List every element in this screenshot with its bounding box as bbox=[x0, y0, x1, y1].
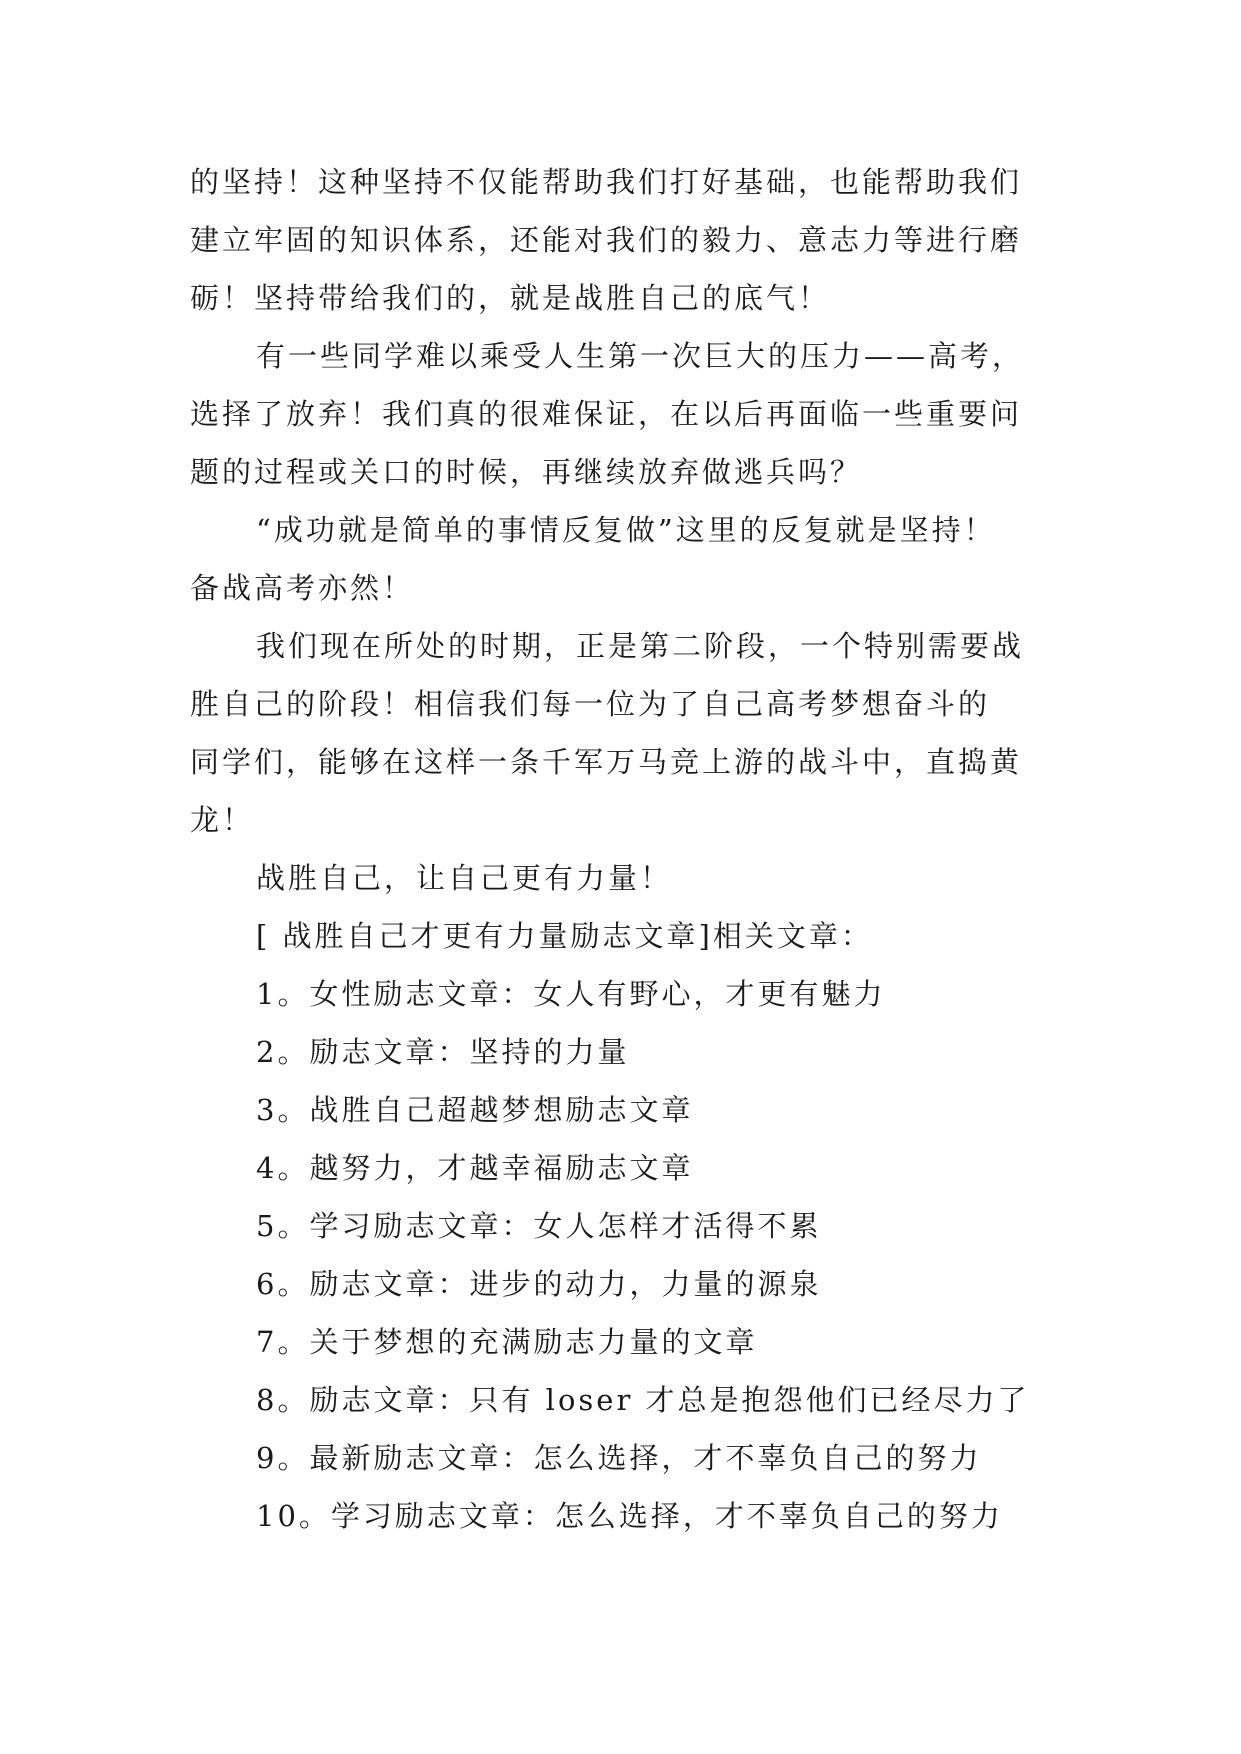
document-body bbox=[190, 153, 1070, 1545]
paragraph-line: 选择了放弃！我们真的很难保证，在以后再面临一些重要问 bbox=[190, 397, 1023, 431]
paragraph-line: 胜自己的阶段！相信我们每一位为了自己高考梦想奋斗的 bbox=[190, 687, 991, 721]
paragraph-2 bbox=[190, 327, 1070, 501]
related-link[interactable]: 10。学习励志文章：怎么选择，才不辜负自己的努力 bbox=[256, 1499, 1003, 1533]
related-heading: [ 战胜自己才更有力量励志文章]相关文章： bbox=[256, 919, 873, 953]
related-link[interactable]: 6。励志文章：进步的动力，力量的源泉 bbox=[256, 1267, 822, 1301]
related-link[interactable]: 8。励志文章：只有 loser 才总是抱怨他们已经尽力了 bbox=[256, 1383, 1030, 1417]
paragraph-line: 龙！ bbox=[190, 803, 255, 837]
related-link[interactable]: 2。励志文章：坚持的力量 bbox=[256, 1035, 630, 1069]
related-link[interactable]: 1。女性励志文章：女人有野心，才更有魅力 bbox=[256, 977, 886, 1011]
paragraph-line: 建立牢固的知识体系，还能对我们的毅力、意志力等进行磨 bbox=[190, 223, 1023, 257]
paragraph-line: 我们现在所处的时期，正是第二阶段，一个特别需要战 bbox=[256, 629, 1025, 663]
related-link[interactable]: 9。最新励志文章：怎么选择，才不辜负自己的努力 bbox=[256, 1441, 982, 1475]
related-link[interactable]: 7。关于梦想的充满励志力量的文章 bbox=[256, 1325, 758, 1359]
related-articles bbox=[190, 907, 1070, 1545]
related-link[interactable]: 4。越努力，才越幸福励志文章 bbox=[256, 1151, 694, 1185]
paragraph-4 bbox=[190, 617, 1070, 849]
paragraph-5 bbox=[190, 849, 1070, 907]
related-link[interactable]: 5。学习励志文章：女人怎样才活得不累 bbox=[256, 1209, 822, 1243]
paragraph-line: 的坚持！这种坚持不仅能帮助我们打好基础，也能帮助我们 bbox=[190, 165, 1023, 199]
paragraph-line: 砺！坚持带给我们的，就是战胜自己的底气！ bbox=[190, 281, 831, 315]
paragraph-1 bbox=[190, 153, 1070, 327]
paragraph-line: “成功就是简单的事情反复做”这里的反复就是坚持！ bbox=[256, 513, 996, 547]
related-link[interactable]: 3。战胜自己超越梦想励志文章 bbox=[256, 1093, 694, 1127]
paragraph-line: 题的过程或关口的时候，再继续放弃做逃兵吗？ bbox=[190, 455, 863, 489]
paragraph-line: 同学们，能够在这样一条千军万马竞上游的战斗中，直捣黄 bbox=[190, 745, 1023, 779]
paragraph-line: 有一些同学难以乘受人生第一次巨大的压力——高考， bbox=[256, 339, 1025, 373]
paragraph-3 bbox=[190, 501, 1070, 617]
paragraph-line: 战胜自己，让自己更有力量！ bbox=[256, 861, 673, 895]
paragraph-line: 备战高考亦然！ bbox=[190, 571, 415, 605]
